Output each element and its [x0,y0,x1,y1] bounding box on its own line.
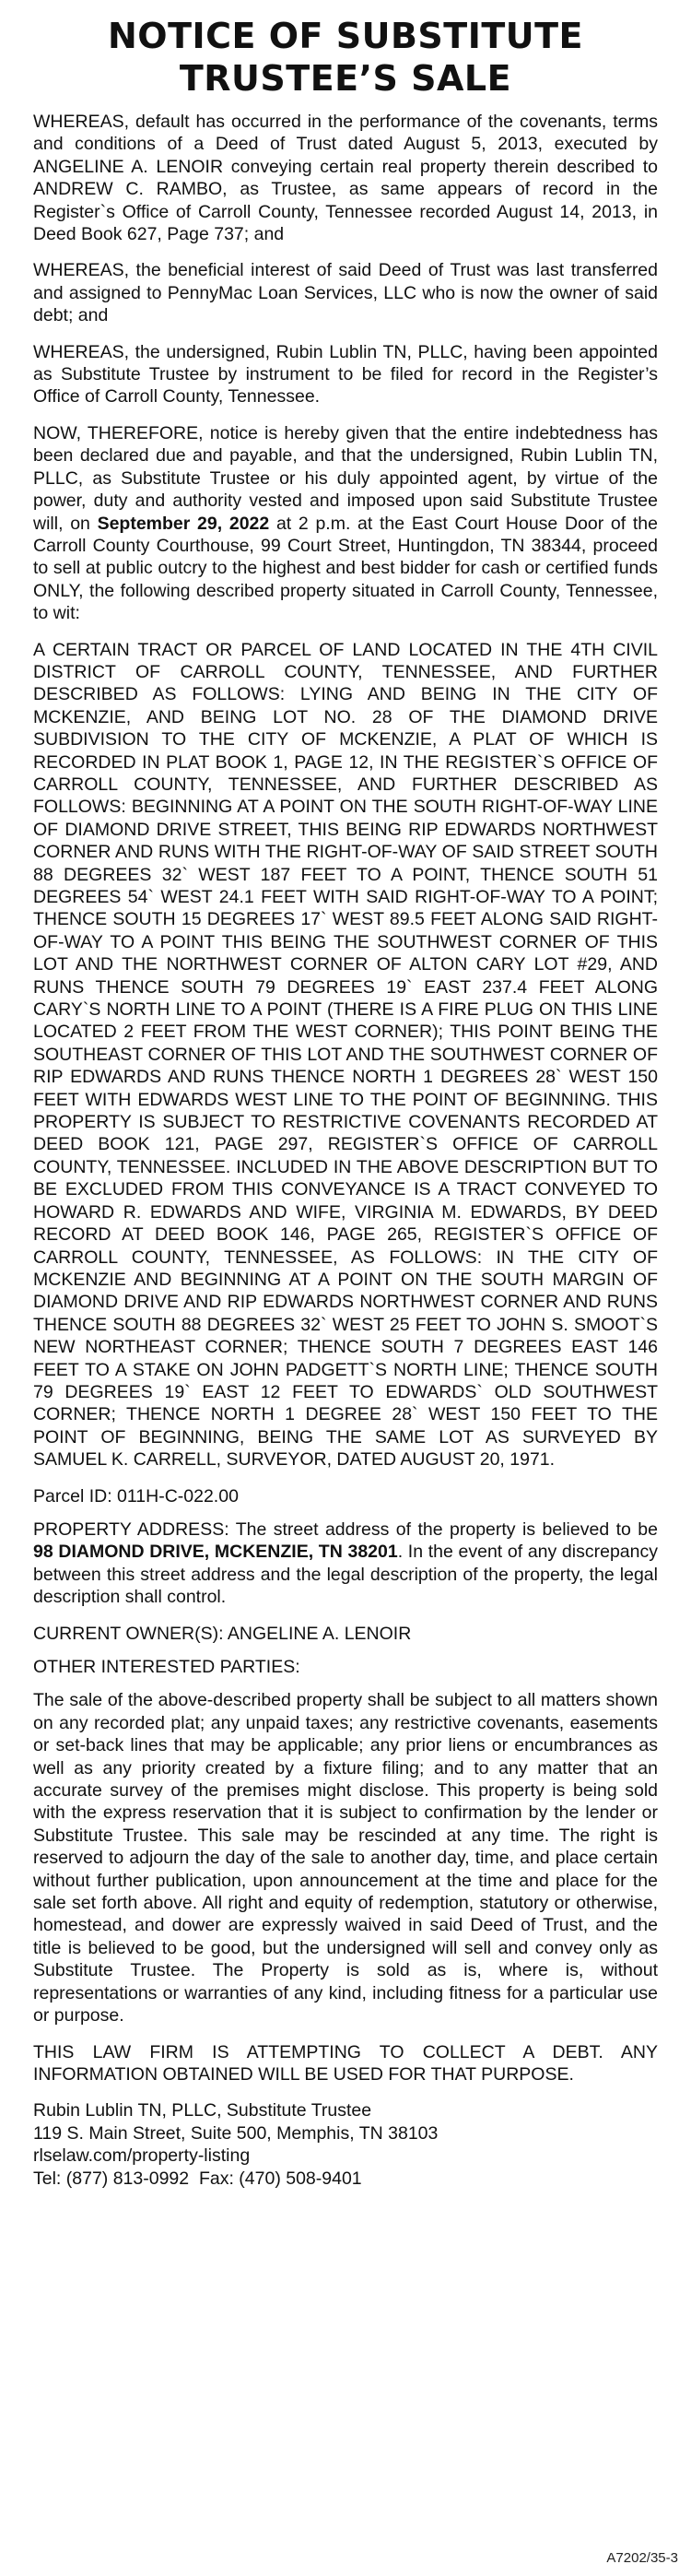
trustee-phone-fax: Tel: (877) 813-0992 Fax: (470) 508-9401 [33,2168,362,2189]
sale-notice-text-before: NOW, THEREFORE, notice is hereby given that the entire indebtedness has been declared due and payable, and that the undersigned, Rubin Lublin TN, PLLC, as Substitute Trustee or his duly appointed agent, by virtue of the power, duty and authority vested and imposed upon said Substitute Trustee will, on [33,422,658,534]
legal-description: A CERTAIN TRACT OR PARCEL OF LAND LOCATED IN THE 4TH CIVIL DISTRICT OF CARROLL COUNTY, TENNESSEE, AND FURTHER DESCRIBED AS FOLLOWS: LYING AND BEING IN THE CITY OF MCKENZIE, AND BEING LOT NO. 28 OF THE DIAMOND DRIVE SUBDIVISION TO THE CITY OF MCKENZIE, A PLAT OF WHICH IS RECORDED IN PLAT BOOK 1, PAGE 12, IN THE REGISTER`S OFFICE OF CARROLL COUNTY, TENNESSEE, AND FURTHER DESCRIBED AS FOLLOWS: BEGINNING AT A POINT ON THE SOUTH RIGHT-OF-WAY LINE OF DIAMOND DRIVE STREET, THIS BEING RIP EDWARDS NORTHWEST CORNER AND RUNS WITH THE RIGHT-OF-WAY OF SAID STREET SOUTH 88 DEGREES 32` WEST 187 FEET TO A POINT, THENCE SOUTH 51 DEGREES 54` WEST 24.1 FEET WITH SAID RIGHT-OF-WAY TO A POINT; THENCE SOUTH 15 DEGREES 17` WEST 89.5 FEET ALONG SAID RIGHT-OF-WAY TO A POINT THIS BEING THE SOUTHWEST CORNER OF THIS LOT AND THE NORTHWEST CORNER OF ALTON CARY LOT #29, AND RUNS THENCE SOUTH 79 DEGREES 19` EAST 237.4 FEET ALONG CARY`S NORTH LINE TO A POINT (THERE IS A FIRE PLUG ON THIS LINE LOCATED 2 FEET FROM THE WEST CORNER); THIS POINT BEING THE SOUTHEAST CORNER OF THIS LOT AND THE SOUTHWEST CORNER OF RIP EDWARDS AND RUNS THENCE NORTH 1 DEGREES 28` WEST 150 FEET WITH EDWARDS WEST LINE TO THE POINT OF BEGINNING. THIS PROPERTY IS SUBJECT TO RESTRICTIVE COVENANTS RECORDED AT DEED BOOK 121, PAGE 297, REGISTER`S OFFICE OF CARROLL COUNTY, TENNESSEE. INCLUDED IN THE ABOVE DESCRIPTION BUT TO BE EXCLUDED FROM THIS CONVEYANCE IS A TRACT CONVEYED TO HOWARD R. EDWARDS AND WIFE, VIRGINIA M. EDWARDS, BY DEED RECORD AT DEED BOOK 146, PAGE 265, REGISTER`S OFFICE OF CARROLL COUNTY, TENNESSEE, AS FOLLOWS: IN THE CITY OF MCKENZIE AND BEGINNING AT A POINT ON THE SOUTH MARGIN OF DIAMOND DRIVE AND RIP EDWARDS NORTHWEST CORNER AND RUNS THENCE SOUTH 88 DEGREES 32` WEST 25 FEET TO JOHN S. SMOOT`S NEW NORTHEAST CORNER; THENCE SOUTH 7 DEGREES EAST 146 FEET TO A STAKE ON JOHN PADGETT`S NORTH LINE; THENCE SOUTH 79 DEGREES 19` EAST 12 FEET TO EDWARDS` OLD SOUTHWEST CORNER; THENCE NORTH 1 DEGREE 28` WEST 150 FEET TO THE POINT OF BEGINNING, BEING THE SAME LOT AS SURVEYED BY SAMUEL K. CARRELL, SURVEYOR, DATED AUGUST 20, 1971. [33,639,658,1471]
address-text-before: PROPERTY ADDRESS: The street address of the property is believed to be [33,1518,658,1540]
trustee-contact-block [33,2099,658,2190]
default-paragraph: WHEREAS, default has occurred in the performance of the covenants, terms and conditions of a Deed of Trust dated August 5, 2013, executed by ANGELINE A. LENOIR conveying certain real property therein described to ANDREW C. RAMBO, as Trustee, as same appears of record in the Register`s Office of Carroll County, Tennessee recorded August 14, 2013, in Deed Book 627, Page 737; and [33,112,658,245]
sale-date: September 29, 2022 [97,513,270,534]
property-address-paragraph [33,1518,658,1609]
sale-terms-paragraph: The sale of the above-described property shall be subject to all matters shown on any recorded plat; any unpaid taxes; any restrictive covenants, easements or set-back lines that may be applicable; any prior liens or encumbrances as well as any priority created by a fixture filing; and to any matter that an accurate survey of the premises might disclose. This property is being sold with the express reservation that it is subject to confirmation by the lender or Substitute Trustee. This sale may be rescinded at any time. The right is reserved to adjourn the day of the sale to another day, time, and place certain without further publication, upon announcement at the time and place for the sale set forth above. All right and equity of redemption, statutory or otherwise, homestead, and dower are expressly waived in said Deed of Trust, and the title is believed to be good, but the undersigned will sell and convey only as Substitute Trustee. The Property is sold as is, where is, without representations or warranties of any kind, including fitness for a particular use or purpose. [33,1690,658,2027]
address-text-after: . In the event of any discrepancy between this street address and the legal description of the property, the legal description shall control. [33,1542,658,1608]
title-line-1: NOTICE OF SUBSTITUTE [107,16,583,56]
other-interested-parties: OTHER INTERESTED PARTIES: [33,1657,300,1677]
parcel-id: Parcel ID: 011H-C-022.00 [33,1485,239,1507]
trustee-street-address: 119 S. Main Street, Suite 500, Memphis, TN 38103 [33,2122,439,2144]
assignment-paragraph: WHEREAS, the beneficial interest of said Deed of Trust was last transferred and assigned to PennyMac Loan Services, LLC who is now the owner of said debt; and [33,260,658,326]
title-line-2: TRUSTEE’S SALE [179,58,512,99]
appointment-paragraph: WHEREAS, the undersigned, Rubin Lublin TN, PLLC, having been appointed as Substitute Trustee by instrument to be filed for record in the Register’s Office of Carroll County, Tennessee. [33,341,658,408]
notice-title [33,15,658,100]
sale-notice-text-after: at 2 p.m. at the East Court House Door of the Carroll County Courthouse, 99 Court Street, Huntingdon, TN 38344, proceed to sell at public outcry to the highest and best bidder for cash or certified funds ONLY, the following described property situated in Carroll County, Tennessee, to wit: [33,513,659,624]
sale-notice-paragraph [33,422,658,625]
ad-code: A7202/35-3 [606,2550,678,2566]
current-owner: CURRENT OWNER(S): ANGELINE A. LENOIR [33,1623,412,1644]
trustee-website: rlselaw.com/property-listing [33,2145,251,2167]
property-address: 98 DIAMOND DRIVE, MCKENZIE, TN 38201 [33,1542,398,1563]
debt-collection-notice: THIS LAW FIRM IS ATTEMPTING TO COLLECT A DEBT. ANY INFORMATION OBTAINED WILL BE USED FOR THAT PURPOSE. [33,2041,658,2085]
trustee-firm-name: Rubin Lublin TN, PLLC, Substitute Trustee [33,2100,372,2121]
